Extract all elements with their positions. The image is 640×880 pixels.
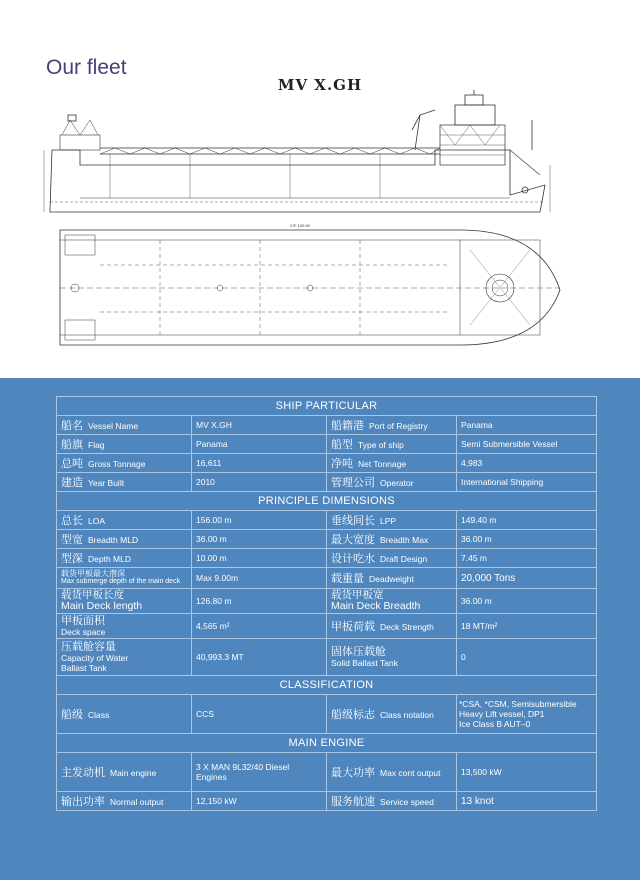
table-row	[57, 639, 597, 676]
table-row	[57, 511, 597, 530]
label-breadth-mld: 型宽 Breadth MLD	[57, 530, 192, 549]
label-deadweight: 载重量 Deadweight	[327, 568, 457, 589]
table-row	[57, 549, 597, 568]
label-breadth-max: 最大宽度 Breadth Max	[327, 530, 457, 549]
table-row	[57, 589, 597, 614]
value-water-ballast: 40,993.3 MT	[192, 639, 327, 676]
value-gross-tonnage: 16,611	[192, 454, 327, 473]
table-row	[57, 568, 597, 589]
label-max-submerge: 载货甲板最大潜深 Max submerge depth of the main deck	[57, 568, 192, 589]
table-row	[57, 530, 597, 549]
value-type-ship: Semi Submersible Vessel	[457, 435, 597, 454]
label-class-notation: 船级标志 Class notation	[327, 695, 457, 734]
table-row	[57, 473, 597, 492]
page-heading: Our fleet	[46, 56, 127, 79]
label-operator: 管理公司 Operator	[327, 473, 457, 492]
value-class: CCS	[192, 695, 327, 734]
label-port-registry: 船籍港 Port of Registry	[327, 416, 457, 435]
ship-plan	[60, 230, 560, 345]
table-row	[57, 753, 597, 792]
value-service-speed: 13 knot	[457, 792, 597, 811]
label-normal-output: 输出功率 Normal output	[57, 792, 192, 811]
label-vessel-name: 船名 Vessel Name	[57, 416, 192, 435]
label-deck-space: 甲板面积 Deck space	[57, 614, 192, 639]
label-net-tonnage: 净吨 Net Tonnage	[327, 454, 457, 473]
label-gross-tonnage: 总吨 Gross Tonnage	[57, 454, 192, 473]
value-draft-design: 7.45 m	[457, 549, 597, 568]
value-net-tonnage: 4,983	[457, 454, 597, 473]
value-max-output: 13,500 kW	[457, 753, 597, 792]
label-class: 船级 Class	[57, 695, 192, 734]
ship-spec-table	[56, 396, 597, 811]
value-normal-output: 12,150 kW	[192, 792, 327, 811]
value-main-deck-length: 126.80 m	[192, 589, 327, 614]
value-vessel-name: MV X.GH	[192, 416, 327, 435]
value-main-deck-breadth: 36.00 m	[457, 589, 597, 614]
section-principle-dimensions: PRINCIPLE DIMENSIONS	[57, 492, 597, 511]
value-solid-ballast: 0	[457, 639, 597, 676]
table-row	[57, 695, 597, 734]
label-main-engine: 主发动机 Main engine	[57, 753, 192, 792]
section-classification: CLASSIFICATION	[57, 676, 597, 695]
table-row	[57, 435, 597, 454]
ship-name-title: MV X.GH	[277, 76, 363, 94]
label-max-output: 最大功率 Max cont output	[327, 753, 457, 792]
label-service-speed: 服务航速 Service speed	[327, 792, 457, 811]
label-deck-strength: 甲板荷载 Deck Strength	[327, 614, 457, 639]
value-year-built: 2010	[192, 473, 327, 492]
label-water-ballast: 压载舱容量 Capacity of Water Ballast Tank	[57, 639, 192, 676]
table-row	[57, 792, 597, 811]
section-ship-particular: SHIP PARTICULAR	[57, 397, 597, 416]
section-main-engine: MAIN ENGINE	[57, 734, 597, 753]
table-row	[57, 614, 597, 639]
table-row	[57, 416, 597, 435]
value-class-notation: *CSA, *CSM, Semisubmersible Heavy Lift vessel, DP1 Ice Class B AUT–0	[457, 695, 597, 734]
label-main-deck-length: 载货甲板长度 Main Deck length	[57, 589, 192, 614]
label-flag: 船旗 Flag	[57, 435, 192, 454]
value-deadweight: 20,000 Tons	[457, 568, 597, 589]
value-deck-space: 4,565 m²	[192, 614, 327, 639]
value-breadth-max: 36.00 m	[457, 530, 597, 549]
label-year-built: 建造 Year Built	[57, 473, 192, 492]
value-flag: Panama	[192, 435, 327, 454]
label-main-deck-breadth: 载货甲板宽 Main Deck Breadth	[327, 589, 457, 614]
label-draft-design: 设计吃水 Draft Design	[327, 549, 457, 568]
value-lpp: 149.40 m	[457, 511, 597, 530]
label-type-ship: 船型 Type of ship	[327, 435, 457, 454]
value-deck-strength: 18 MT/m²	[457, 614, 597, 639]
value-breadth-mld: 36.00 m	[192, 530, 327, 549]
ship-drawing	[40, 90, 600, 360]
plan-centerline-label: C/F 100.00	[290, 223, 310, 228]
label-loa: 总长 LOA	[57, 511, 192, 530]
label-solid-ballast: 固体压载舱 Solid Ballast Tank	[327, 639, 457, 676]
value-main-engine: 3 X MAN 9L32/40 Diesel Engines	[192, 753, 327, 792]
table-row	[57, 454, 597, 473]
drawing-area	[0, 0, 640, 378]
label-depth-mld: 型深 Depth MLD	[57, 549, 192, 568]
label-lpp: 垂线间长 LPP	[327, 511, 457, 530]
value-operator: International Shipping	[457, 473, 597, 492]
value-depth-mld: 10.00 m	[192, 549, 327, 568]
value-port-registry: Panama	[457, 416, 597, 435]
value-loa: 156.00 m	[192, 511, 327, 530]
ship-profile	[44, 90, 550, 212]
value-max-submerge: Max 9.00m	[192, 568, 327, 589]
